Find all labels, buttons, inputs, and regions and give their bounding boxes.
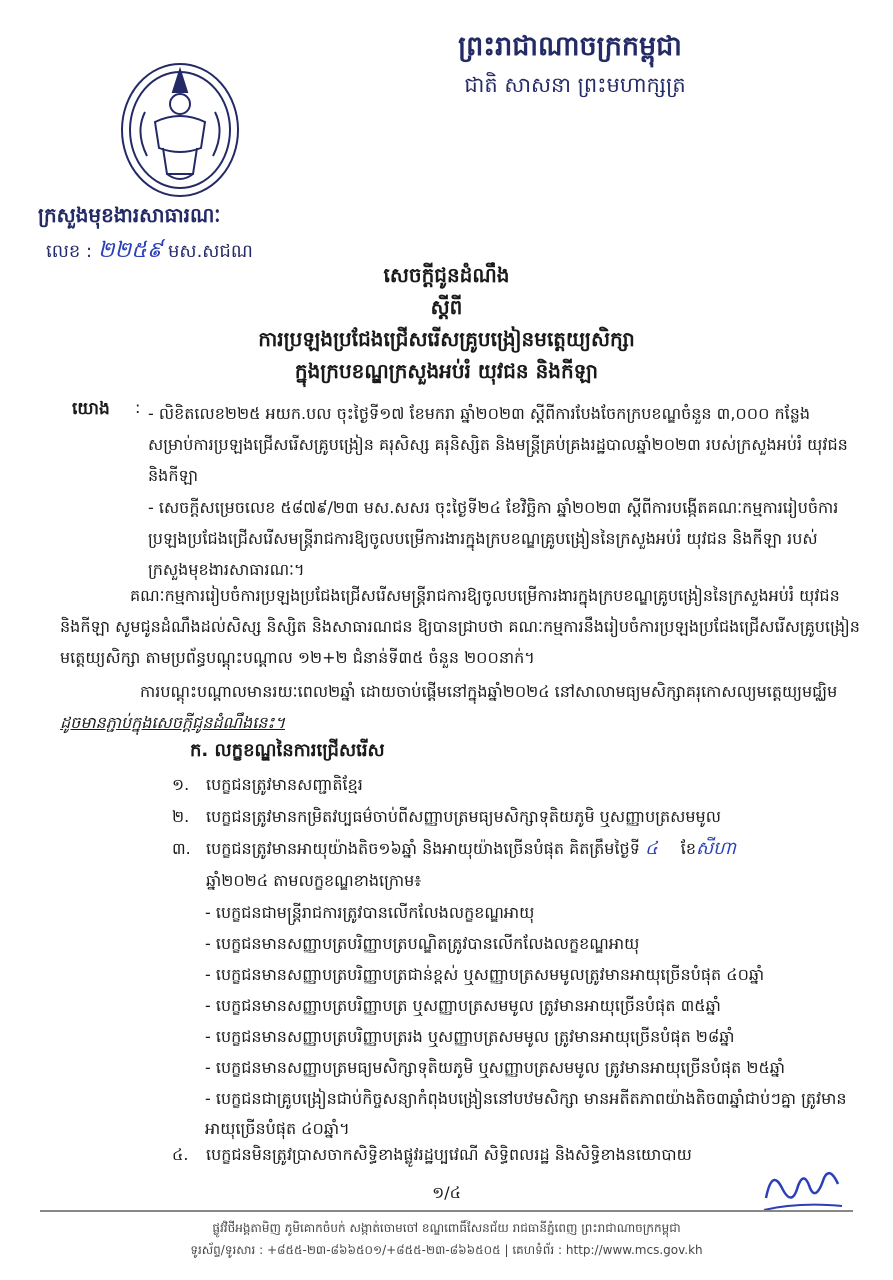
list-item (172, 834, 862, 864)
reference-1: - លិខិតលេខ២២៥ អយក.បល ចុះថ្ងៃទី១៧ ខែមករា ឆ្នាំ២០២៣ ស្តីពីការបែងចែកក្របខណ្ឌចំនួន ៣,០០០ កន្លែងសម្រាប់ការប្រឡងជ្រើសរើសគ្រូបង្រៀន គរុសិស្ស គរុនិស្សិត និងមន្ត្រីគ្រប់គ្រងរដ្ឋបាលឆ្នាំ២០២៣ របស់ក្រសួងអប់រំ យុវជន និងកីឡា (148, 404, 848, 485)
reference-2: - សេចក្តីសម្រេចលេខ ៥៨៧៩/២៣ មស.សសរ ចុះថ្ងៃទី២៤ ខែវិច្ឆិកា ឆ្នាំ២០២៣ ស្តីពីការបង្កើតគណៈកម្មការរៀបចំការប្រឡងប្រជែងជ្រើសរើសមន្ត្រីរាជការឱ្យចូលបម្រើការងារក្នុងក្របខណ្ឌគ្រូបង្រៀននៃក្រសួងអប់រំ យុវជន និងកីឡា របស់ក្រសួងមុខងារសាធារណៈ។ (148, 498, 839, 579)
doc-title-about: ស្តីពី (430, 295, 463, 319)
ref-number: ២២៥៩ (97, 238, 163, 263)
sub-item: - បេក្ខជនមានសញ្ញាបត្របរិញ្ញាបត្រ ឬសញ្ញាបត្រសមមូល ត្រូវមានអាយុច្រើនបំផុត ៣៥ឆ្នាំ (205, 996, 721, 1015)
references-label: យោង (72, 399, 110, 419)
item-text: បេក្ខជនមិនត្រូវប្រាសចាកសិទ្ធិខាងផ្លូវរដ្ឋប្បវេណី សិទ្ធិពលរដ្ឋ និងសិទ្ធិខាងនយោបាយ (206, 1145, 692, 1164)
body-paragraph-2-text: ការបណ្តុះបណ្តាលមានរយៈពេល២ឆ្នាំ ដោយចាប់ផ្តើមនៅក្នុងឆ្នាំ២០២៤ នៅសាលាមធ្យមសិក្សាគរុកោសល្យមត្តេយ្យមជ្ឈិម (140, 682, 838, 701)
ministry-name: ក្រសួងមុខងារសាធារណៈ (38, 203, 221, 227)
kingdom-heading: ព្រះរាជាណាចក្រកម្ពុជា (458, 31, 682, 62)
national-motto: ជាតិ សាសនា ព្រះមហាក្សត្រ (464, 73, 686, 97)
page-number: ១/៤ (432, 1183, 461, 1202)
sub-item: - បេក្ខជនមានសញ្ញាបត្របរិញ្ញាបត្រជាន់ខ្ពស់ ឬសញ្ញាបត្រសមមូលត្រូវមានអាយុច្រើនបំផុត ៤០ឆ្នាំ (205, 965, 765, 984)
initials-signature-icon (758, 1158, 848, 1218)
ref-prefix: លេខ : (46, 241, 93, 262)
sub-item: - បេក្ខជនមានសញ្ញាបត្រមធ្យមសិក្សាទុតិយភូមិ ឬសញ្ញាបត្រសមមូល ត្រូវមានអាយុច្រើនបំផុត ២៥ឆ្នាំ (205, 1058, 786, 1077)
footer-divider (40, 1210, 853, 1212)
body-paragraph-2-link: ដូចមានភ្ជាប់ក្នុងសេចក្តីជូនដំណឹងនេះ។ (60, 713, 285, 732)
body-paragraph-1 (60, 580, 860, 673)
list-item (172, 770, 862, 800)
list-item (172, 802, 862, 832)
item-number: ២. (172, 807, 190, 826)
item-number: ១. (172, 775, 190, 794)
body-paragraph-2 (60, 676, 860, 738)
item-number: ៣. (172, 839, 191, 858)
sub-item: - បេក្ខជនមានសញ្ញាបត្របរិញ្ញាបត្ររង ឬសញ្ញាបត្រសមមូល ត្រូវមានអាយុច្រើនបំផុត ២៨ឆ្នាំ (205, 1027, 735, 1046)
handwritten-day: ៤ (644, 838, 658, 859)
section-heading: ក. លក្ខខណ្ឌនៃការជ្រើសរើស (190, 740, 385, 761)
handwritten-month: សីហា (696, 838, 737, 859)
sub-item: - បេក្ខជនជាមន្ត្រីរាជការត្រូវបានលើកលែងលក្ខខណ្ឌអាយុ (205, 903, 535, 922)
body-paragraph-1-text: គណៈកម្មការរៀបចំការប្រឡងប្រជែងជ្រើសរើសមន្ត្រីរាជការឱ្យចូលបម្រើការងារក្នុងក្របខណ្ឌគ្រូបង្រៀននៃក្រសួងអប់រំ យុវជន និងកីឡា សូមជូនដំណឹងដល់សិស្ស និស្សិត និងសាធារណជន ឱ្យបានជ្រាបថា គណៈកម្មការនឹងរៀបចំការប្រឡងប្រជែងជ្រើសរើសគ្រូបង្រៀនមត្តេយ្យសិក្សា តាមប្រព័ន្ធបណ្តុះបណ្តាល ១២+២ ជំនាន់ទី៣៥ ចំនួន ២០០នាក់។ (60, 586, 860, 667)
references-separator: : (135, 398, 141, 417)
footer-address: ផ្លូវវិថីអង្គតាមិញ ភូមិគោកចំបក់ សង្កាត់ចោមចៅ ខណ្ឌពោធិ៍សែនជ័យ រាជធានីភ្នំពេញ ព្រះរាជាណាចក្រកម្ពុជា (212, 1221, 681, 1235)
doc-subject: ការប្រឡងប្រជែងជ្រើសរើសគ្រូបង្រៀនមត្តេយ្យសិក្សា (258, 327, 635, 351)
item-number: ៤. (172, 1145, 189, 1164)
royal-emblem-icon (105, 52, 255, 202)
sub-item: - បេក្ខជនមានសញ្ញាបត្របរិញ្ញាបត្របណ្ឌិតត្រូវបានលើកលែងលក្ខខណ្ឌអាយុ (205, 934, 640, 953)
item-continuation: ឆ្នាំ២០២៤ តាមលក្ខខណ្ឌខាងក្រោម៖ (206, 871, 422, 890)
doc-subject-scope: ក្នុងក្របខណ្ឌក្រសួងអប់រំ យុវជន និងកីឡា (294, 359, 599, 383)
month-label: ខែ (680, 839, 697, 858)
ref-suffix: មស.សជណ (168, 241, 253, 262)
item-text: បេក្ខជនត្រូវមានសញ្ជាតិខ្មែរ (206, 775, 363, 794)
sub-item: - បេក្ខជនជាគ្រូបង្រៀនជាប់កិច្ចសន្យាកំពុងបង្រៀននៅបឋមសិក្សា មានអតីតភាពយ៉ាងតិច៣ឆ្នាំជាប់ៗគ្នា ត្រូវមានអាយុច្រើនបំផុត ៤០ឆ្នាំ។ (205, 1089, 847, 1138)
doc-title: សេចក្តីជូនដំណឹង (383, 263, 510, 287)
item-text: បេក្ខជនត្រូវមានអាយុយ៉ាងតិច១៦ឆ្នាំ និងអាយុយ៉ាងច្រើនបំផុត គិតត្រឹមថ្ងៃទី (206, 839, 640, 858)
item-text: បេក្ខជនត្រូវមានកម្រិតវប្បធម៌ចាប់ពីសញ្ញាបត្រមធ្យមសិក្សាទុតិយភូមិ ឬសញ្ញាបត្រសមមូល (206, 807, 721, 826)
footer-contact: ទូរស័ព្ទ/ទូរសារ : +៨៥៥-២៣-៨៦៦៥០១/+៨៥៥-២៣-៨៦៦៥០៥ | គេហទំព័រ : http://www.mcs.gov.kh (190, 1243, 703, 1257)
